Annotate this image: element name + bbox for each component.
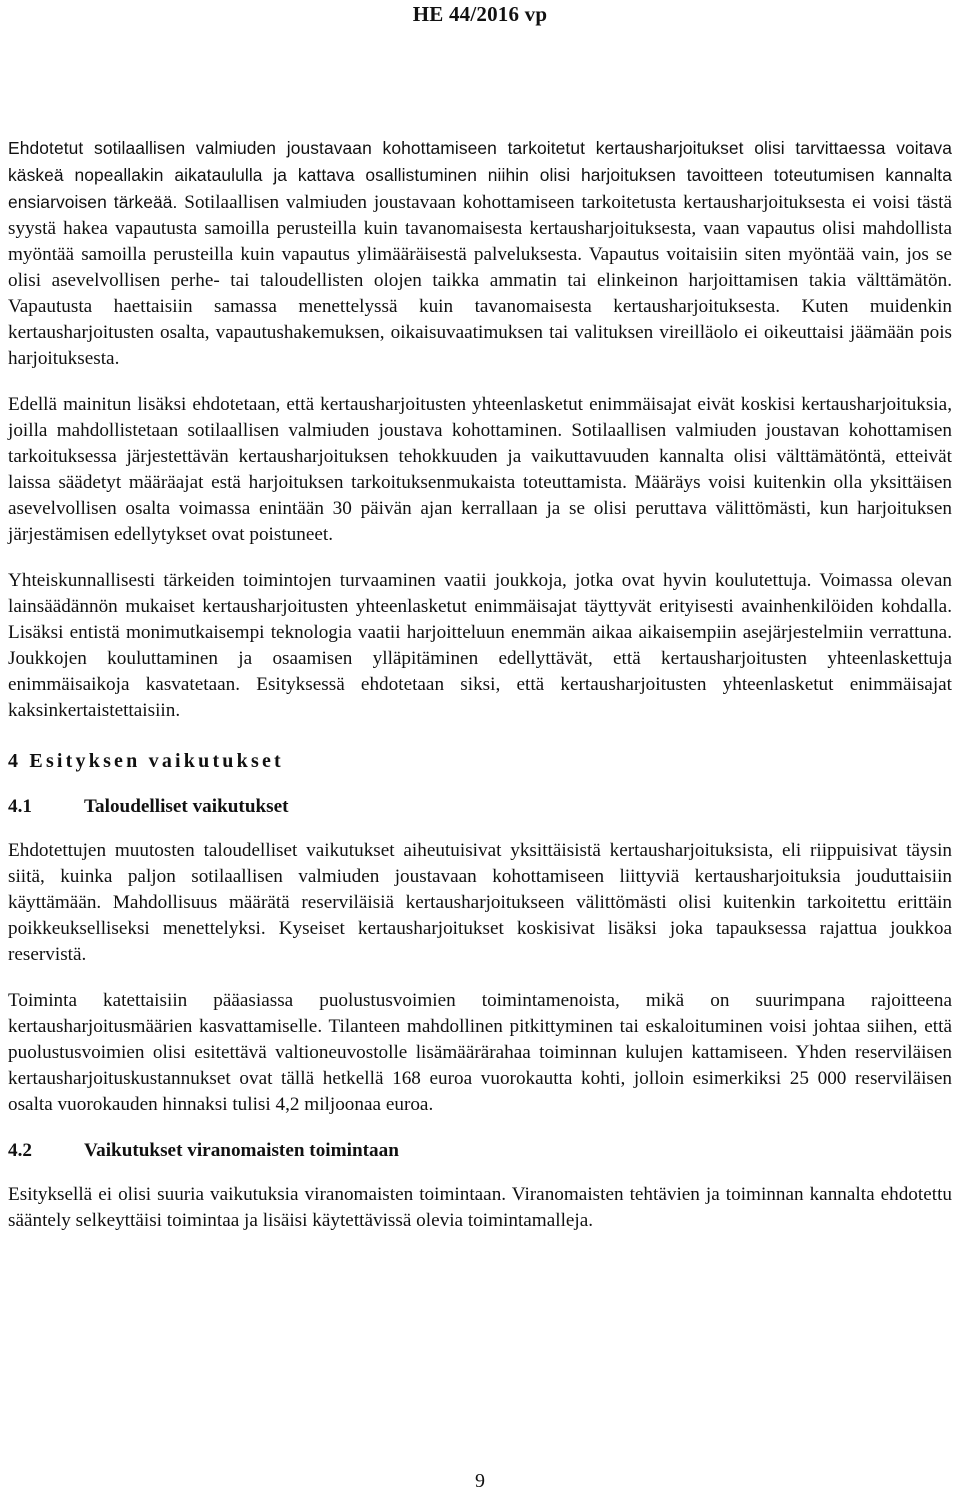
page-number: 9 — [475, 1470, 485, 1492]
paragraph-sans-segment: Ehdotetut sotilaallisen valmiuden joustavaan kohottamiseen tarkoitetut kertausharjoitukset olisi tarvittaessa voitava käskeä nopeallakin aikataululla ja kattava osallistuminen niihin olisi harjoituksen tavoitteen toteutumisen kannalta ensiarvoisen tärkeää. — [8, 138, 952, 212]
section-heading-4-2 — [8, 1138, 952, 1164]
running-header: HE 44/2016 vp — [412, 2, 548, 26]
chapter-heading: 4 Esityksen vaikutukset — [8, 750, 284, 772]
paragraph-funding: Toiminta katettaisiin pääasiassa puolustusvoimien toimintamenoista, mikä on suurimpana rajoitteena kertausharjoitusmäärien kasvattamiselle. Tilanteen mahdollinen pitkittyminen tai eskaloituminen voisi johtaa siihen, että puolustusvoimien olisi esitettävä valtioneuvostolle lisämäärärahaa toiminnan kulujen kattamiseen. Yhden reserviläisen kertausharjoituskustannukset ovat tällä hetkellä 168 euroa vuorokautta kohti, jolloin esimerkiksi 25 000 reserviläisen osalta vuorokauden hinnaksi tulisi 4,2 miljoonaa euroa. — [8, 990, 952, 1115]
paragraph-maximum-times: Edellä mainitun lisäksi ehdotetaan, että kertausharjoitusten yhteenlasketut enimmäisajat eivät koskisi kertausharjoituksia, joilla mahdollistetaan sotilaallisen valmiuden joustava kohottaminen. Sotilaallisen valmiuden joustavan kohottamisen tarkoituksessa järjestettävän kertausharjoituksen tehokkuuden ja vaikuttavuuden kannalta olisi välttämätöntä, etteivät laissa säädetyt määräajat estä harjoituksen tarkoituksenmukaista toteuttamista. Määräys voisi kuitenkin olla yksittäisen asevelvollisen osalta voimassa enintään 30 päivän ajan kerrallaan ja se olisi peruttava välittömästi, kun harjoituksen järjestämisen edellytykset ovat poistuneet. — [8, 394, 952, 545]
paragraph-readiness-exercises — [8, 135, 952, 372]
paragraph-serif-segment: Sotilaallisen valmiuden joustavaan kohottamiseen tarkoitetusta kertausharjoituksesta ei voisi tästä syystä hakea vapautusta samoilla perusteilla kuin tavanomaisesta kertausharjoituksesta, vaan vapautus olisi mahdollista myöntää samoilla perusteilla kuin vapautus ylimääräisestä palveluksesta. Vapautus voitaisiin siten myöntää vain, jos se olisi asevelvollisen perhe- tai taloudellisten olojen taikka ammatin tai elinkeinon harjoittamisen takia välttämätön. Vapautusta haettaisiin samassa menettelyssä kuin tavanomaisesta kertausharjoituksesta. Kuten muidenkin kertausharjoitusten osalta, vapautushakemuksen, oikaisuvaatimuksen tai valituksen vireilläolo ei oikeuttaisi jäämään pois harjoituksesta. — [8, 192, 952, 369]
section-title: Vaikutukset viranomaisten toimintaan — [84, 1140, 399, 1161]
paragraph-authority-effects: Esityksellä ei olisi suuria vaikutuksia viranomaisten toimintaan. Viranomaisten tehtävien ja toiminnan kannalta ehdotettu sääntely selkeyttäisi toimintaa ja lisäisi käytettävissä olevia toimintamalleja. — [8, 1184, 952, 1231]
section-title: Taloudelliset vaikutukset — [84, 796, 289, 817]
section-heading-4-1 — [8, 794, 952, 820]
document-body — [8, 135, 952, 1234]
paragraph-societal-functions: Yhteiskunnallisesti tärkeiden toimintojen turvaaminen vaatii joukkoja, jotka ovat hyvin koulutettuja. Voimassa olevan lainsäädännön mukaiset kertausharjoitusten yhteenlasketut enimmäisajat täyttyvät erityisesti avainhenkilöiden kohdalla. Lisäksi entistä monimutkaisempi teknologia vaatii harjoitteluun enemmän aikaa aikaisempiin asejärjestelmiin verrattuna. Joukkojen kouluttaminen ja osaamisen ylläpitäminen edellyttävät, että kertausharjoitusten yhteenlaskettuja enimmäisaikoja kasvatetaan. Esityksessä ehdotetaan siksi, että kertausharjoitusten yhteenlasketut enimmäisajat kaksinkertaistettaisiin. — [8, 570, 952, 721]
section-number: 4.2 — [8, 1140, 32, 1161]
paragraph-economic-effects: Ehdotettujen muutosten taloudelliset vaikutukset aiheutuisivat yksittäisistä kertausharjoituksista, eli riippuisivat täysin siitä, kuinka paljon sotilaallisen valmiuden joustavaan kohottamiseen liittyviä kertausharjoituksia jouduttaisiin käyttämään. Mahdollisuus määrätä reserviläisiä kertausharjoitukseen välittömästi olisi kuitenkin tarkoitettu erittäin poikkeukselliseksi menettelyksi. Kyseiset kertausharjoitukset koskisivat lisäksi joka tapauksessa rajattua joukkoa reservistä. — [8, 840, 952, 965]
section-number: 4.1 — [8, 796, 32, 817]
